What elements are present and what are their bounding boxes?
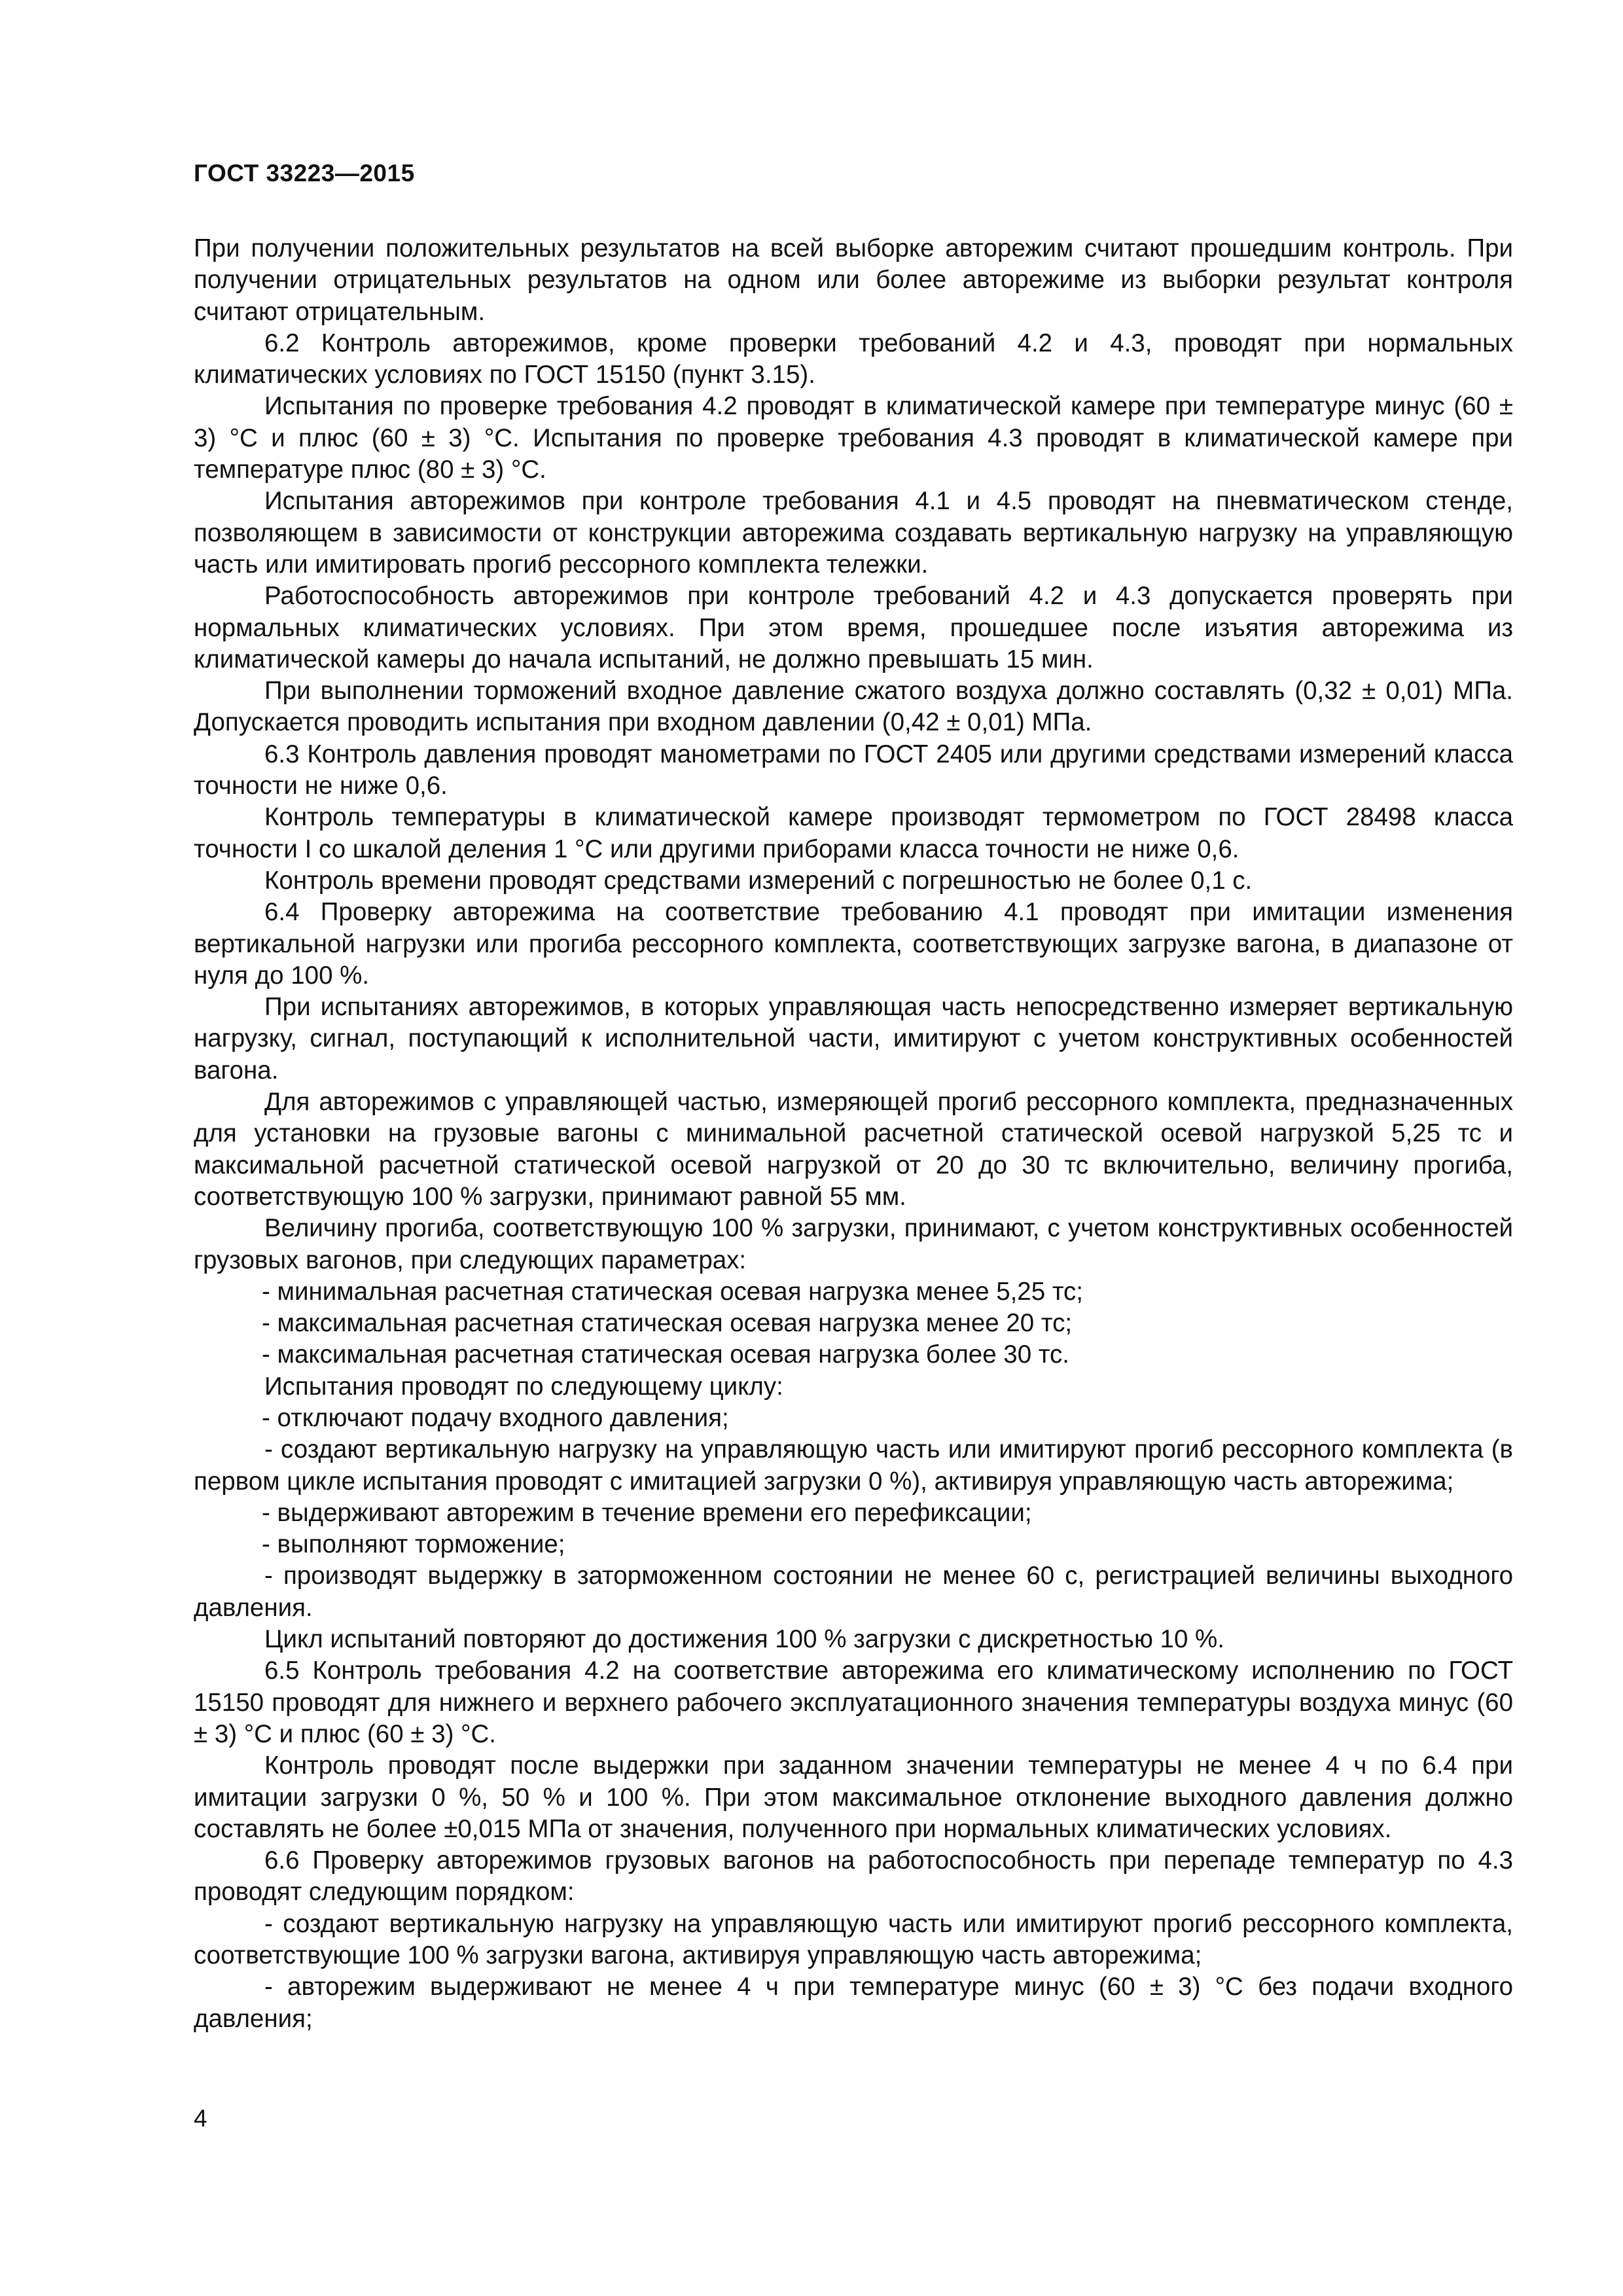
body-paragraph: Испытания проводят по следующему циклу: (264, 1372, 783, 1401)
document-code-header: ГОСТ 33223—2015 (194, 160, 415, 187)
body-paragraph: - производят выдержку в заторможенном состоянии не менее 60 с, регистрацией величины выходного давления. (194, 1562, 1513, 1622)
body-paragraph: Контроль времени проводят средствами измерений с погрешностью не более 0,1 с. (264, 866, 1253, 895)
body-paragraph: При испытаниях авторежимов, в которых управляющая часть непосредственно измеряет вертикальную нагрузку, сигнал, поступающий к исполнительной части, имитируют с учетом конструктивных особенностей вагона. (194, 993, 1513, 1085)
body-paragraph: - создают вертикальную нагрузку на управляющую часть или имитируют прогиб рессорного комплекта, соответствующие 100 % загрузки вагона, активируя управляющую часть авторежима; (194, 1909, 1513, 1970)
list-item: - минимальная расчетная статическая осевая нагрузка менее 5,25 тс; (262, 1277, 1083, 1306)
body-paragraph: Испытания авторежимов при контроле требования 4.1 и 4.5 проводят на пневматическом стенде, позволяющем в зависимости от конструкции авторежима создавать вертикальную нагрузку на управляющую часть или имитировать прогиб рессорного комплекта тележки. (194, 487, 1513, 579)
document-body (194, 233, 1513, 2035)
body-paragraph: Для авторежимов с управляющей частью, измеряющей прогиб рессорного комплекта, предназначенных для установки на грузовые вагоны с минимальной расчетной статической осевой нагрузкой 5,25 тс и максимальной расчетной статической осевой нагрузкой от 20 до 30 тс включительно, величину прогиба, соответствующую 100 % загрузки, принимают равной 55 мм. (194, 1088, 1513, 1211)
body-paragraph: Контроль проводят после выдержки при заданном значении температуры не менее 4 ч по 6.4 при имитации загрузки 0 %, 50 % и 100 %. При этом максимальное отклонение выходного давления должно составлять не более ±0,015 МПа от значения, полученного при нормальных климатических условиях. (194, 1751, 1513, 1843)
body-paragraph: - создают вертикальную нагрузку на управляющую часть или имитируют прогиб рессорного комплекта (в первом цикле испытания проводят с имитацией загрузки 0 %), активируя управляющую часть авторежима; (194, 1435, 1513, 1496)
page-number: 4 (194, 2105, 207, 2132)
body-paragraph: Испытания по проверке требования 4.2 проводят в климатической камере при температуре минус (60 ± 3) °С и плюс (60 ± 3) °С. Испытания по проверке требования 4.3 проводят в климатической камере при температуре плюс (80 ± 3) °С. (194, 392, 1513, 484)
body-paragraph: Работоспособность авторежимов при контроле требований 4.2 и 4.3 допускается проверять при нормальных климатических условиях. При этом время, прошедшее после изъятия авторежима из климатической камеры до начала испытаний, не должно превышать 15 мин. (194, 582, 1513, 673)
list-item: - выдерживают авторежим в течение времени его перефиксации; (262, 1498, 1032, 1527)
body-paragraph: 6.3 Контроль давления проводят манометрами по ГОСТ 2405 или другими средствами измерений класса точности не ниже 0,6. (194, 740, 1513, 800)
body-paragraph: Цикл испытаний повторяют до достижения 100 % загрузки с дискретностью 10 %. (264, 1625, 1224, 1654)
body-paragraph: При получении положительных результатов на всей выборке авторежим считают прошедшим контроль. При получении отрицательных результатов на одном или более авторежиме из выборки результат контроля считают отрицательным. (194, 234, 1513, 326)
body-paragraph: 6.5 Контроль требования 4.2 на соответствие авторежима его климатическому исполнению по ГОСТ 15150 проводят для нижнего и верхнего рабочего эксплуатационного значения температуры воздуха минус (60 ± 3) °С и плюс (60 ± 3) °С. (194, 1657, 1513, 1748)
body-paragraph: Контроль температуры в климатической камере производят термометром по ГОСТ 28498 класса точности I со шкалой деления 1 °С или другими приборами класса точности не ниже 0,6. (194, 803, 1513, 863)
body-paragraph: При выполнении торможений входное давление сжатого воздуха должно составлять (0,32 ± 0,01) МПа. Допускается проводить испытания при входном давлении (0,42 ± 0,01) МПа. (194, 677, 1513, 737)
body-paragraph: 6.2 Контроль авторежимов, кроме проверки требований 4.2 и 4.3, проводят при нормальных климатических условиях по ГОСТ 15150 (пункт 3.15). (194, 329, 1513, 389)
list-item: - максимальная расчетная статическая осевая нагрузка менее 20 тс; (262, 1309, 1073, 1338)
body-paragraph: 6.6 Проверку авторежимов грузовых вагонов на работоспособность при перепаде температур по 4.3 проводят следующим порядком: (194, 1846, 1513, 1907)
body-paragraph: Величину прогиба, соответствующую 100 % загрузки, принимают, с учетом конструктивных особенностей грузовых вагонов, при следующих параметрах: (194, 1214, 1513, 1274)
body-paragraph: - авторежим выдерживают не менее 4 ч при температуре минус (60 ± 3) °С без подачи входного давления; (194, 1973, 1513, 2033)
list-item: - выполняют торможение; (262, 1530, 565, 1559)
body-paragraph: 6.4 Проверку авторежима на соответствие требованию 4.1 проводят при имитации изменения вертикальной нагрузки или прогиба рессорного комплекта, соответствующих загрузке вагона, в диапазоне от нуля до 100 %. (194, 898, 1513, 990)
list-item: - отключают подачу входного давления; (262, 1403, 729, 1432)
list-item: - максимальная расчетная статическая осевая нагрузка более 30 тс. (262, 1340, 1069, 1369)
